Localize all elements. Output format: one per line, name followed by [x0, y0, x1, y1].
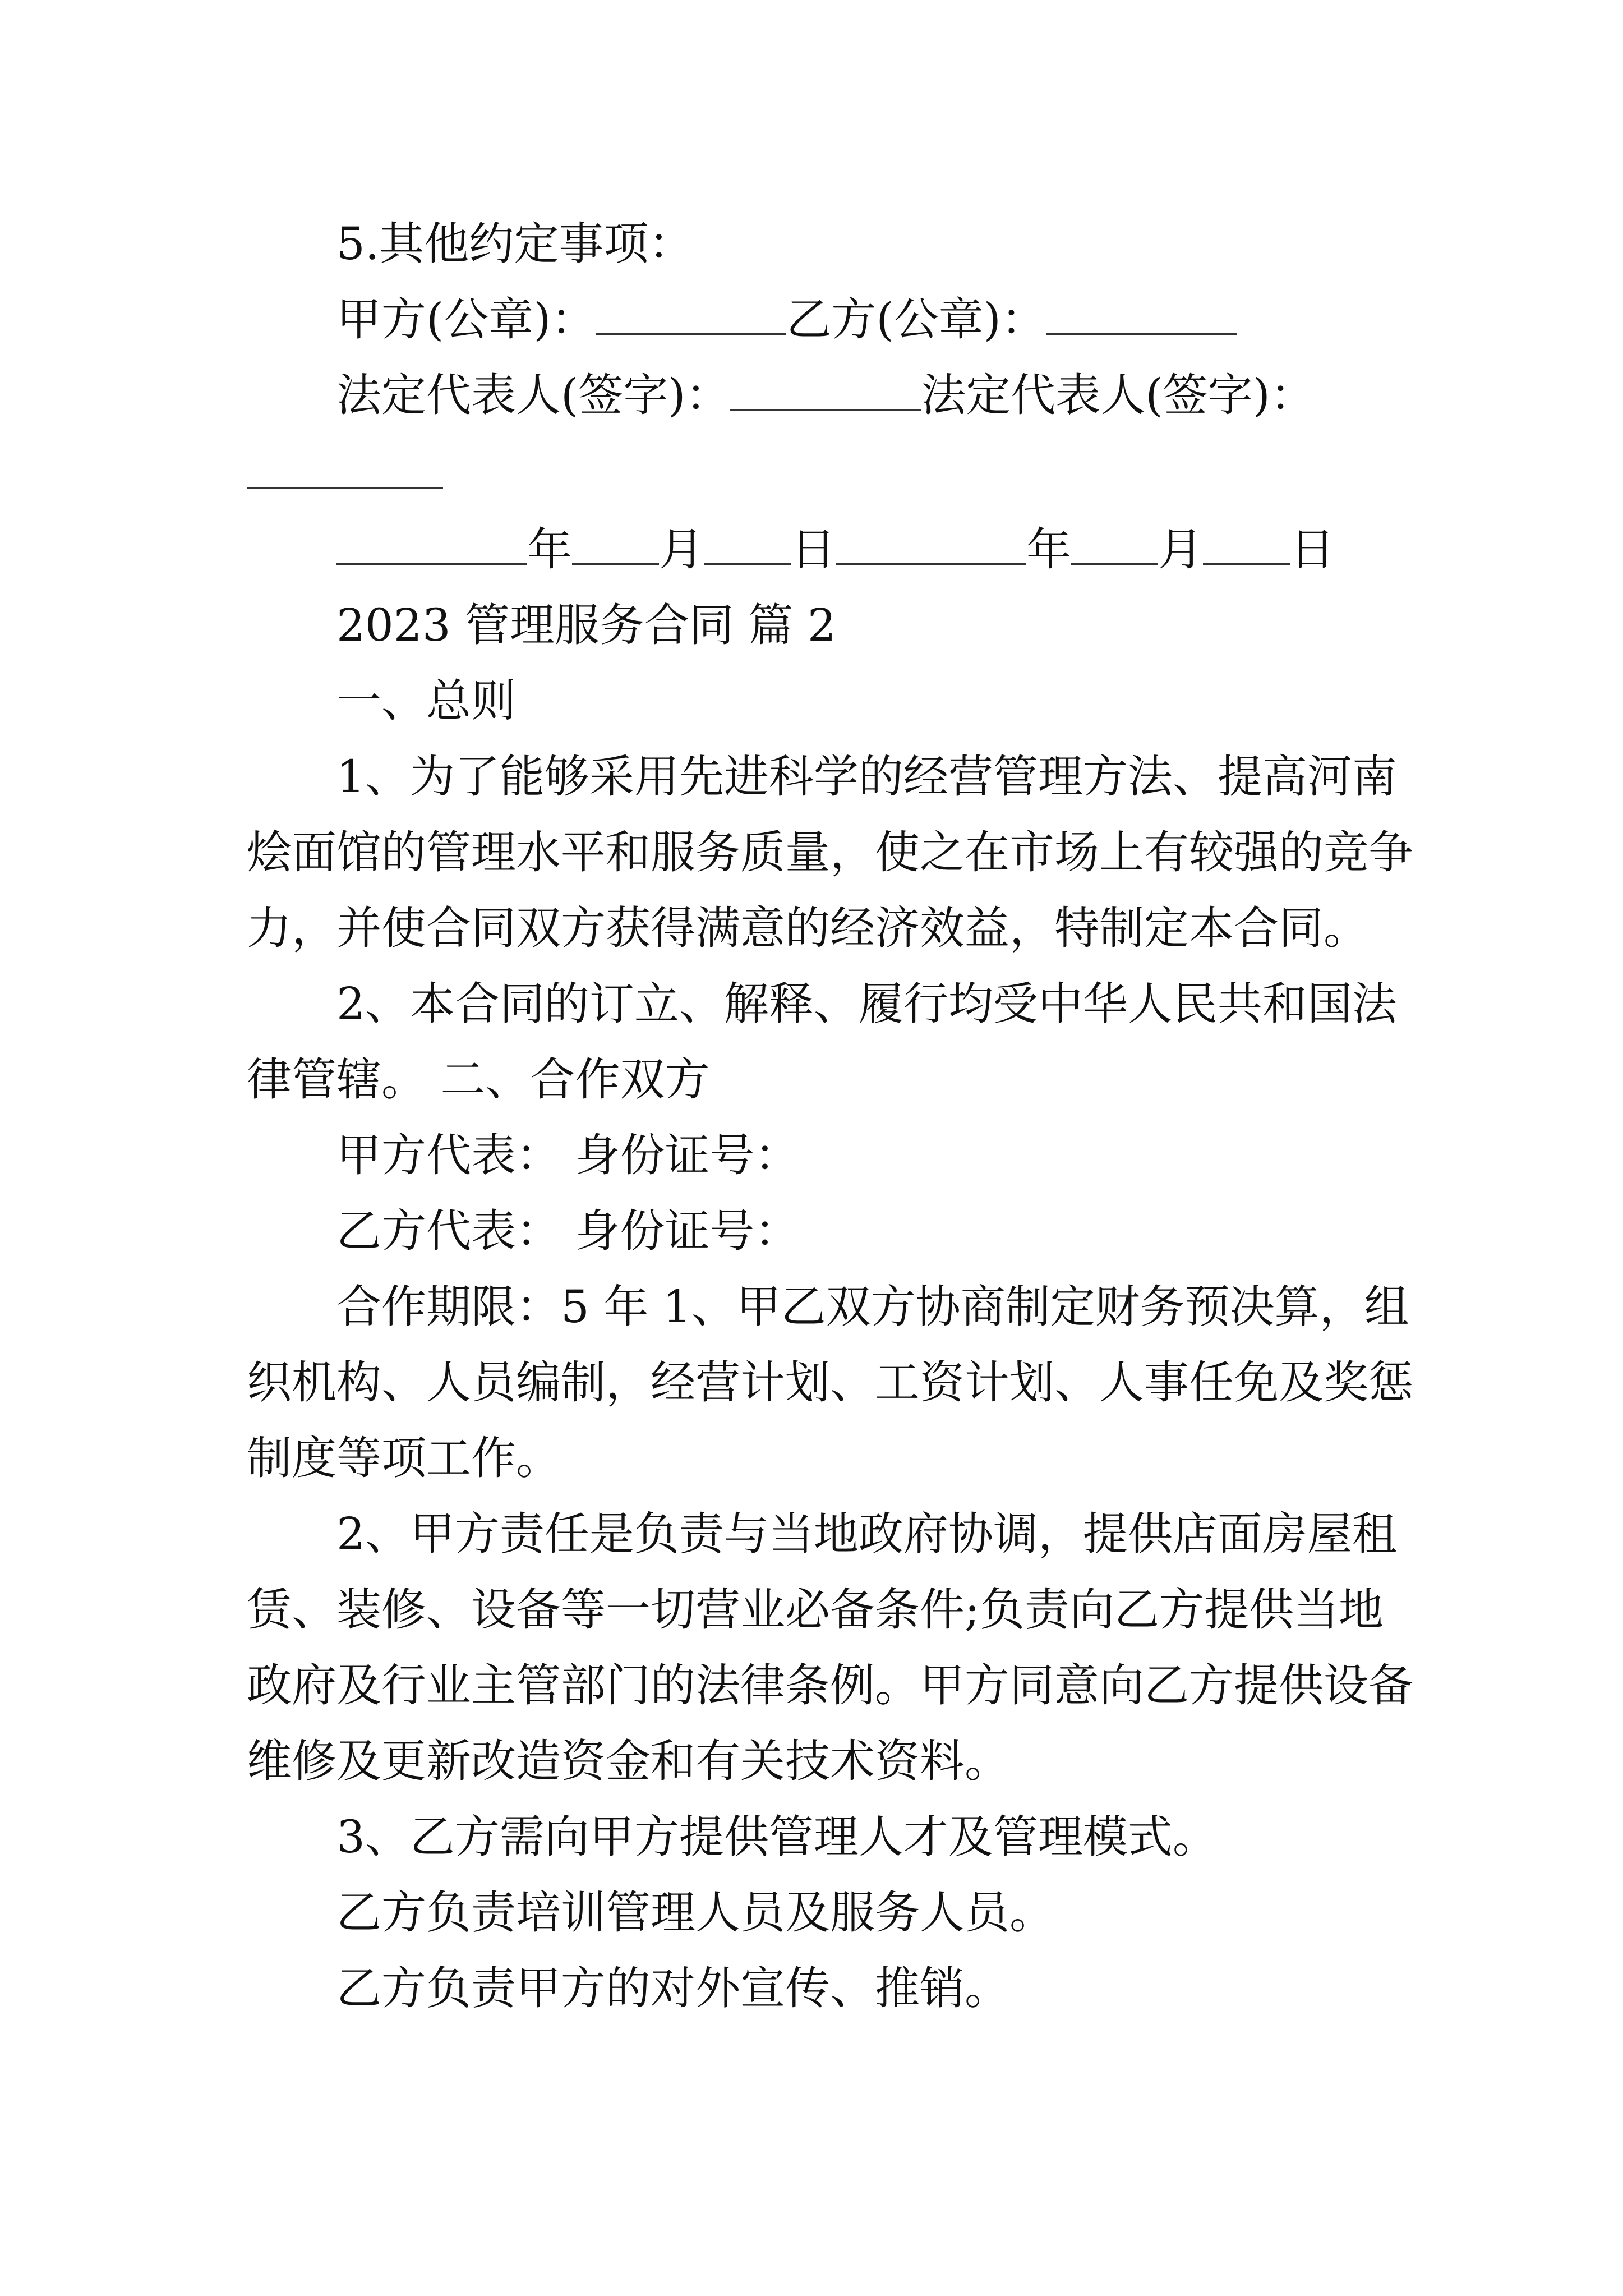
day-a-label: 日	[791, 523, 836, 576]
clause-other-matters: 5.其他约定事项：	[336, 218, 694, 270]
seal-line	[336, 293, 1237, 346]
clause-2-line-1: 2、本合同的订立、解释、履行均受中华人民共和国法	[336, 978, 1397, 1030]
representative-line	[336, 369, 1315, 421]
cooperation-line-3: 制度等项工作。	[247, 1432, 561, 1484]
rep-b-label: 法定代表人(签字)：	[921, 369, 1315, 421]
section-title: 2023 管理服务合同 篇 2	[336, 599, 836, 651]
day-b-blank	[1203, 563, 1290, 565]
day-b-label: 日	[1290, 523, 1335, 576]
clause-2-line-2: 律管辖。 二、合作双方	[247, 1053, 710, 1106]
year-a-label: 年	[527, 523, 572, 576]
party-b-duty-2: 乙方负责培训管理人员及服务人员。	[336, 1887, 1054, 1939]
cooperation-line-1: 合作期限：5 年 1、甲乙双方协商制定财务预决算，组	[336, 1281, 1409, 1333]
clause-1-line-2: 烩面馆的管理水平和服务质量，使之在市场上有较强的竞争	[247, 826, 1413, 878]
year-a-blank	[336, 563, 527, 565]
party-b-seal-blank	[1046, 333, 1237, 335]
year-b-blank	[836, 563, 1026, 565]
clause-1-line-3: 力，并使合同双方获得满意的经济效益，特制定本合同。	[247, 902, 1368, 954]
cooperation-line-2: 织机构、人员编制，经营计划、工资计划、人事任免及奖惩	[247, 1356, 1413, 1409]
party-a-duty-line-1: 2、甲方责任是负责与当地政府协调，提供店面房屋租	[336, 1508, 1397, 1560]
party-a-seal-label: 甲方(公章)：	[336, 293, 596, 346]
party-b-representative: 乙方代表： 身份证号：	[336, 1205, 800, 1257]
party-b-seal-label: 乙方(公章)：	[786, 293, 1046, 346]
day-a-blank	[704, 563, 791, 565]
year-b-label: 年	[1026, 523, 1071, 576]
party-a-representative: 甲方代表： 身份证号：	[336, 1129, 800, 1181]
party-a-seal-blank	[596, 333, 786, 335]
rep-a-blank	[730, 408, 921, 411]
party-b-duty-3: 乙方负责甲方的对外宣传、推销。	[336, 1962, 1009, 2014]
month-b-label: 月	[1158, 523, 1203, 576]
party-a-duty-line-3: 政府及行业主管部门的法律条例。甲方同意向乙方提供设备	[247, 1659, 1413, 1711]
party-b-duty-1: 3、乙方需向甲方提供管理人才及管理模式。	[336, 1811, 1218, 1863]
month-a-label: 月	[659, 523, 704, 576]
date-line	[336, 523, 1335, 576]
month-b-blank	[1071, 563, 1158, 565]
rep-b-blank	[247, 487, 443, 489]
heading-general: 一、总则	[336, 675, 516, 727]
month-a-blank	[572, 563, 659, 565]
party-a-duty-line-4: 维修及更新改造资金和有关技术资料。	[247, 1735, 1009, 1787]
party-a-duty-line-2: 赁、装修、设备等一切营业必备条件;负责向乙方提供当地	[247, 1584, 1384, 1636]
clause-1-line-1: 1、为了能够采用先进科学的经营管理方法、提高河南	[336, 751, 1397, 803]
rep-a-label: 法定代表人(签字)：	[336, 369, 731, 421]
